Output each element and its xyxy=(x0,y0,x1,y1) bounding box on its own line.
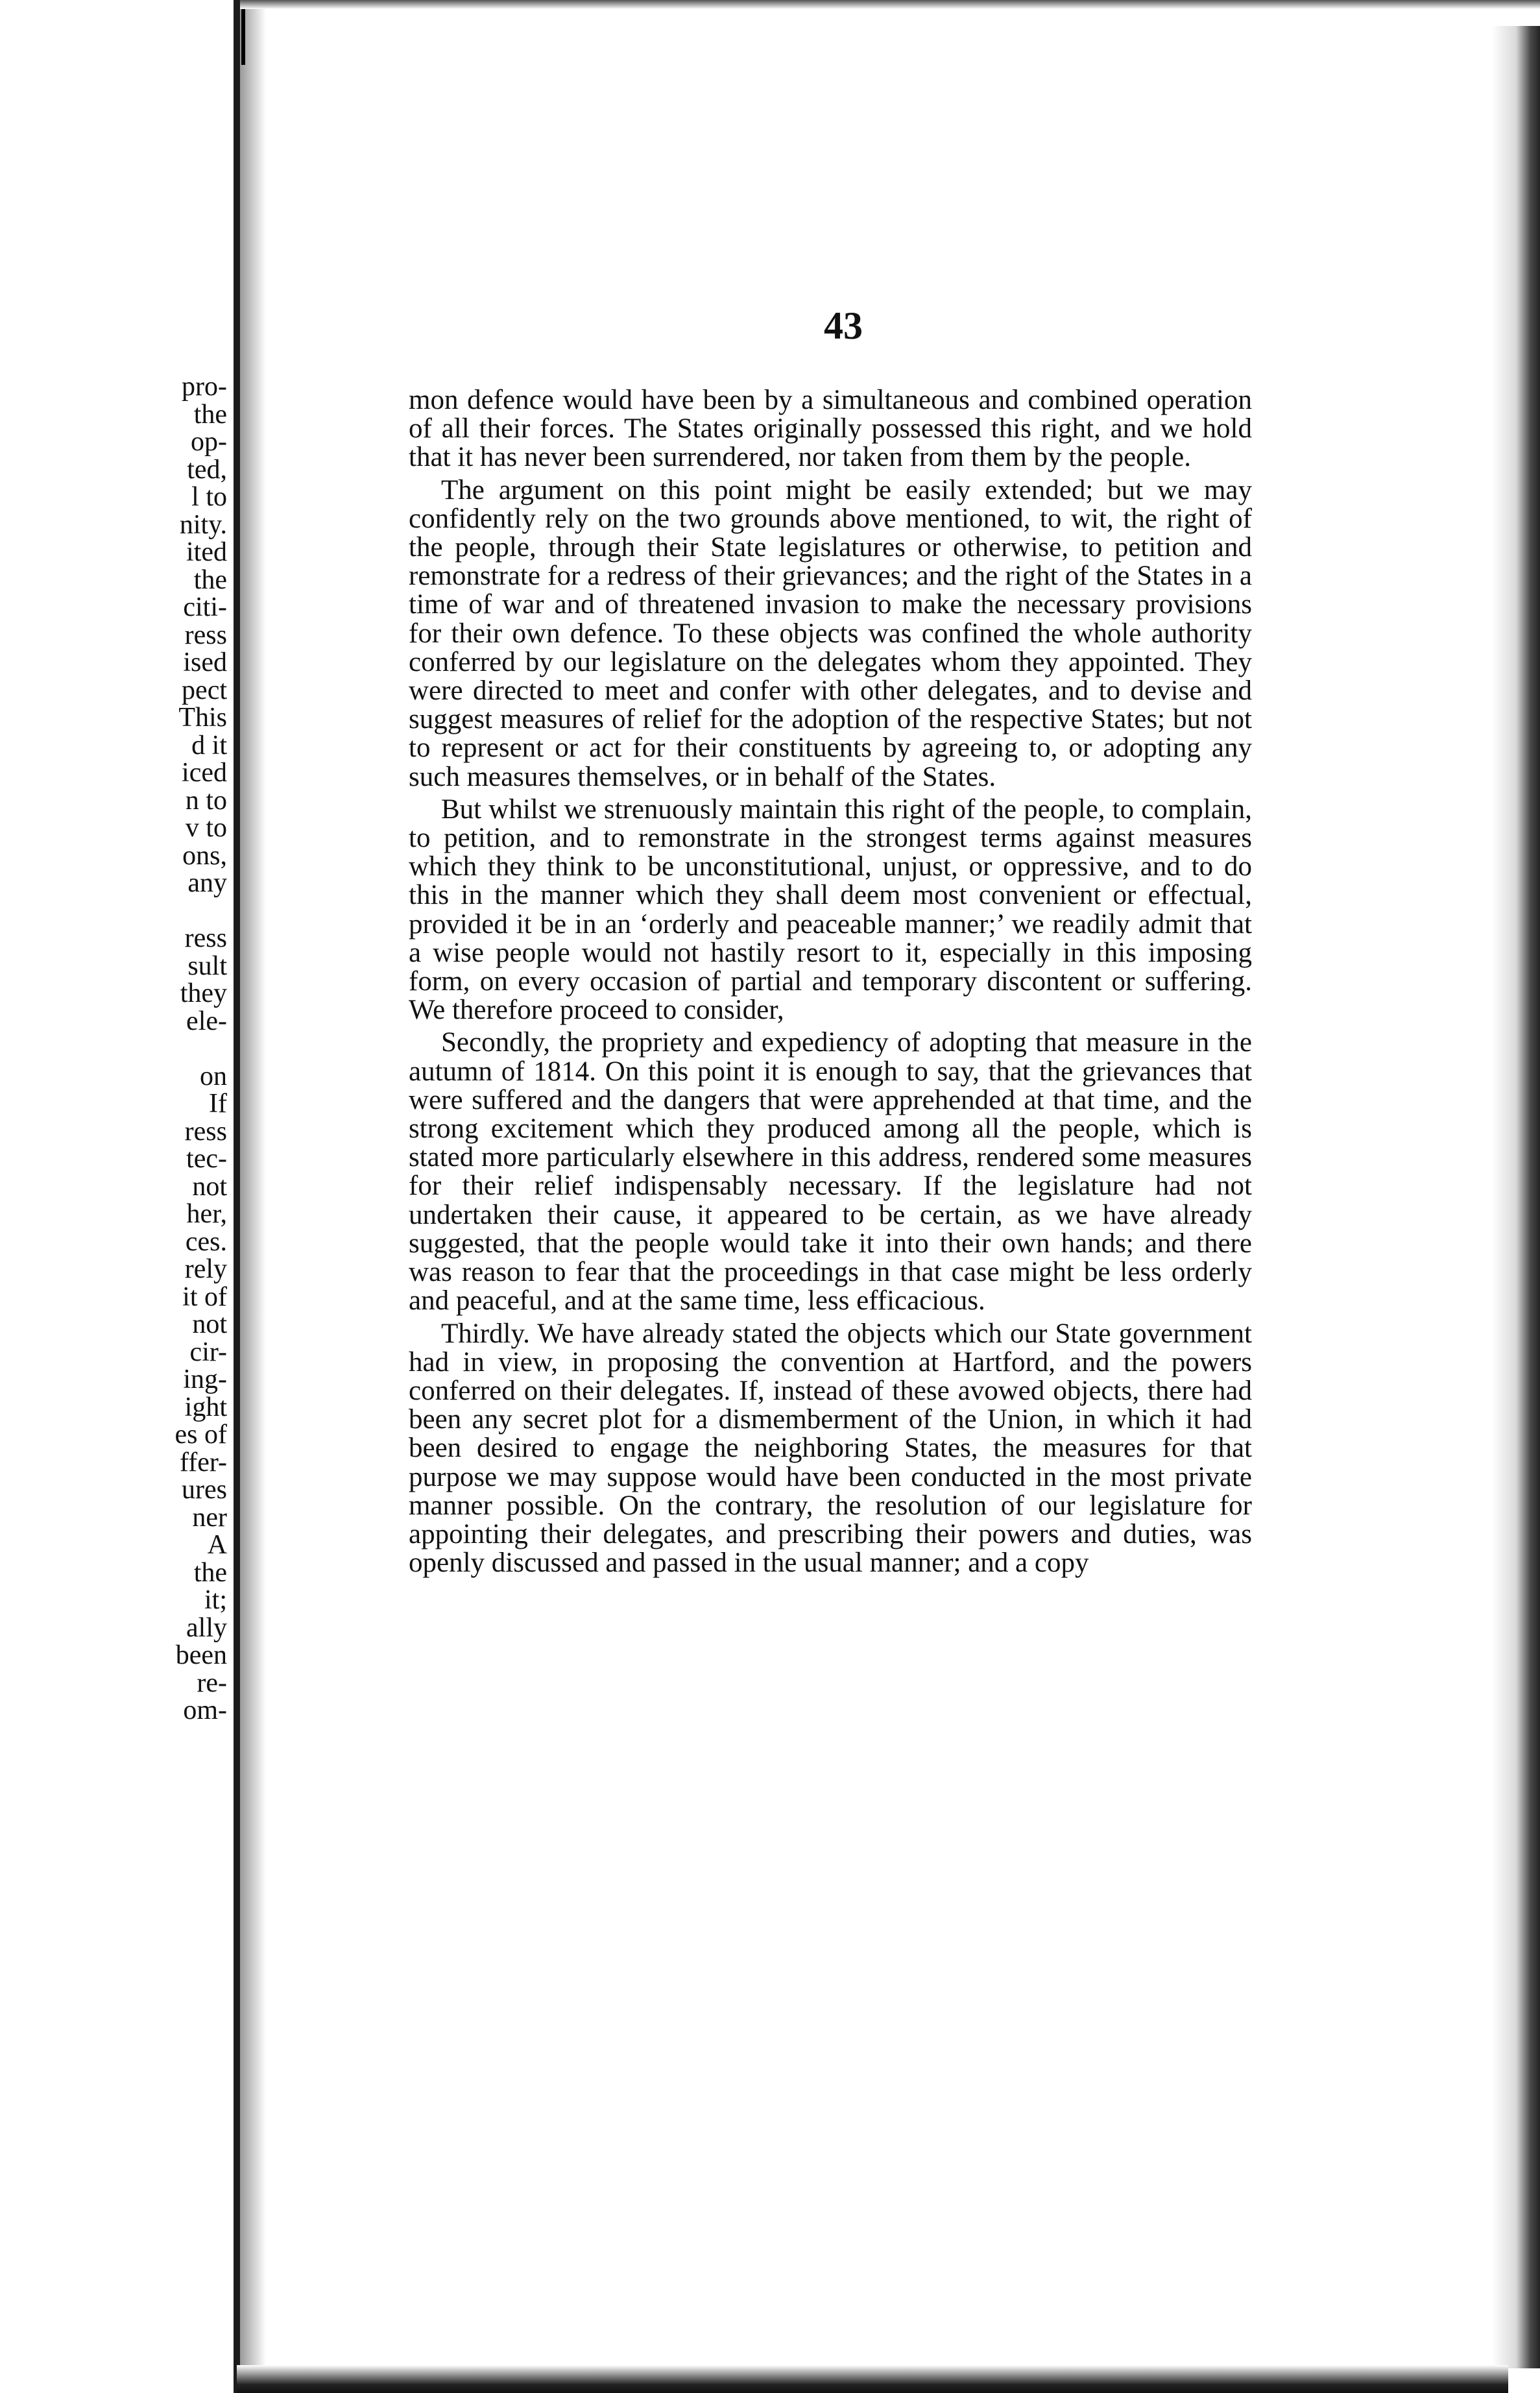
gutter-shadow xyxy=(240,0,266,2393)
facing-line: ress xyxy=(184,1116,227,1147)
paragraph: Secondly, the propriety and expediency of adopting that measure in the autumn of 1814. On this point it is enough to say, that the grievances that were suffered and the dangers that were apprehended at that time, and the strong excitement which they produced among all the people, which is stated more particularly elsewhere in this address, rendered some measures for their relief indispensably necessary. If the legislature had not undertaken their cause, it appeared to be certain, as we have already suggested, that the people would take it into their own hands; and there was reason to fear that the proceedings in that case might be less orderly and peaceful, and at the same time, less efficacious. xyxy=(409,1027,1252,1317)
facing-line: sult xyxy=(187,951,227,981)
paragraph: mon defence would have been by a simultaneous and combined operation of all their forces. The States originally possessed this right, and we hold that it has never been surrendered, nor taken from them by the people. xyxy=(409,385,1252,473)
facing-line: ited xyxy=(186,537,227,567)
facing-line: ons, xyxy=(182,840,227,871)
facing-line: es of xyxy=(174,1420,227,1450)
facing-line: ner xyxy=(192,1502,227,1533)
facing-line: any xyxy=(187,868,227,898)
facing-line: they xyxy=(180,978,227,1008)
facing-line: not xyxy=(192,1309,227,1339)
facing-line: the xyxy=(193,399,227,430)
facing-line: pect xyxy=(182,675,227,705)
paragraph: Thirdly. We have already stated the objects which our State government had in view, in proposing the convention at Hartford, and the powers conferred on their delegates. If, instead of these avowed objects, there had been any secret plot for a dismemberment of the Union, in which it had been desired to engage the neighboring States, the measures for that purpose we may suppose would have been conducted in the most private manner possible. On the contrary, the resolution of our legislature for appointing their delegates, and prescribing their powers and duties, was openly discussed and passed in the usual manner; and a copy xyxy=(409,1318,1252,1579)
facing-line: This xyxy=(178,703,227,733)
facing-line: iced xyxy=(182,758,227,788)
facing-line: op- xyxy=(191,427,227,457)
facing-line: pro- xyxy=(182,372,227,402)
facing-line xyxy=(0,897,234,925)
page-edge-mark xyxy=(241,0,245,65)
facing-line: cir- xyxy=(189,1337,227,1367)
facing-line: re- xyxy=(197,1668,227,1698)
paragraph: The argument on this point might be easily extended; but we may confidently rely on the two grounds above mentioned, to wit, the right of the people, through their State legislatures or otherwise, to petition and remonstrate for a redress of their grievances; and the right of the States in a time of war and of threatened invasion to make the necessary provisions for their own defence. To these objects was confined the whole authority conferred by our legislature on the delegates whom they appointed. They were directed to meet and confer with other delegates, and to devise and suggest measures of relief for the adoption of the respective States; but not to represent or act for their constituents by agreeing to, or adopting any such measures themselves, or in behalf of the States. xyxy=(409,474,1252,792)
facing-line: ight xyxy=(184,1392,227,1422)
page-body xyxy=(409,386,1252,1581)
facing-line: ing- xyxy=(183,1365,227,1394)
facing-line: on xyxy=(200,1061,227,1091)
facing-line: ally xyxy=(186,1612,227,1643)
facing-line: v to xyxy=(185,813,227,843)
facing-line: n to xyxy=(185,785,227,816)
facing-line: it of xyxy=(182,1282,227,1312)
facing-line: tec- xyxy=(186,1144,227,1174)
facing-line: ress xyxy=(184,620,227,650)
facing-line: ures xyxy=(182,1475,227,1505)
facing-line xyxy=(0,1035,234,1063)
facing-line: the xyxy=(193,1557,227,1588)
facing-line: her, xyxy=(186,1199,227,1229)
facing-line: ress xyxy=(184,923,227,953)
top-page-edge xyxy=(240,0,1540,9)
facing-line: ffer- xyxy=(180,1447,227,1477)
facing-line: d it xyxy=(191,730,227,760)
facing-line: ted, xyxy=(187,454,227,485)
facing-line: the xyxy=(193,565,227,595)
facing-page-fragment xyxy=(0,373,234,1725)
facing-line: citi- xyxy=(183,592,227,622)
facing-line: it; xyxy=(204,1585,227,1615)
facing-line: been xyxy=(175,1640,227,1670)
facing-line: ised xyxy=(183,648,227,677)
page-number: 43 xyxy=(824,304,863,347)
facing-line: om- xyxy=(183,1695,227,1725)
right-page-edge xyxy=(1492,26,1540,2368)
book-gutter xyxy=(234,0,240,2393)
bottom-page-edge xyxy=(237,2365,1508,2393)
facing-line: ces. xyxy=(185,1226,227,1257)
facing-line: rely xyxy=(184,1254,227,1284)
paragraph: But whilst we strenuously maintain this right of the people, to complain, to petition, and to remonstrate in the strongest terms against measures which they think to be unconstitutional, unjust, or oppressive, and to do this in the manner which they shall deem most convenient or effectual, provided it be in an ‘orderly and peaceable manner;’ we readily admit that a wise people would not hastily resort to it, especially in this imposing form, on every occasion of partial and temporary discontent or suffering. We therefore proceed to consider, xyxy=(409,794,1252,1026)
facing-line: l to xyxy=(191,482,227,512)
facing-line: ele- xyxy=(186,1006,227,1036)
facing-line: A xyxy=(207,1530,227,1560)
facing-line: nity. xyxy=(179,509,227,540)
facing-line: not xyxy=(192,1171,227,1202)
facing-line: If xyxy=(209,1089,227,1119)
